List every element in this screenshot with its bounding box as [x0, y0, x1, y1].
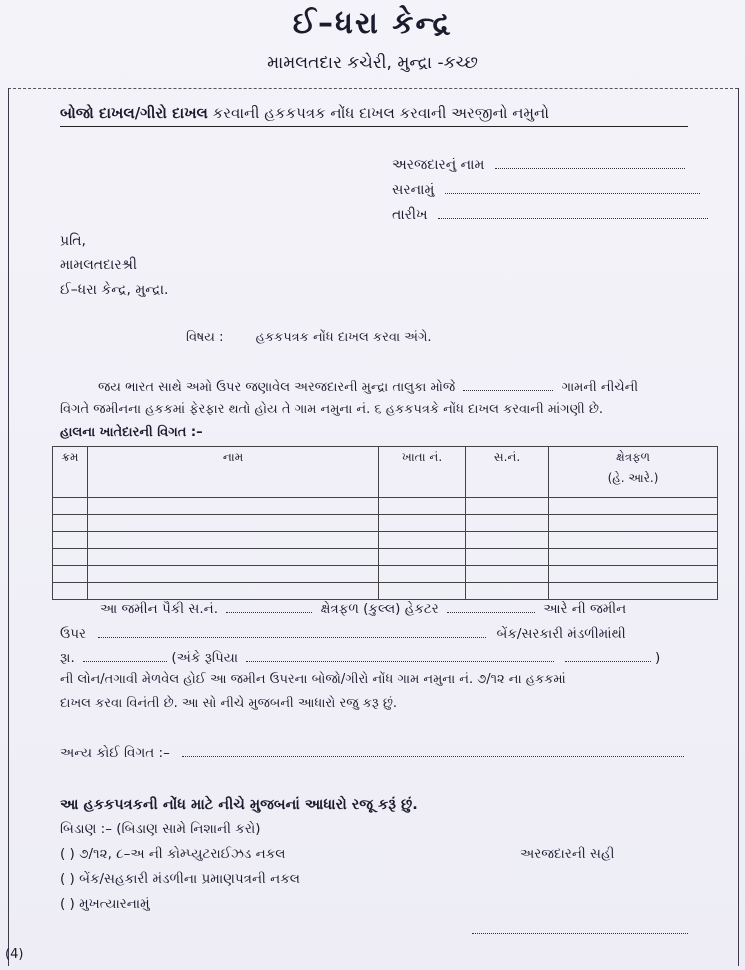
para2-line2: [60, 625, 626, 642]
applicant-name-blank[interactable]: [495, 156, 685, 169]
date-field[interactable]: [392, 206, 708, 223]
other-details-label: અન્ય કોઈ વિગત :–: [60, 745, 170, 761]
col-survey-no: સ.નં.: [466, 447, 549, 498]
para1-part1: જય ભારત સાથે અમો ઉપર જણાવેલ અરજદારની મુન્દ્રા તાલુકા મોજે: [98, 380, 456, 395]
table-row[interactable]: [53, 515, 718, 532]
col-serial: ક્રમ: [53, 447, 88, 498]
date-blank[interactable]: [438, 206, 708, 219]
address-line-1: પ્રતિ,: [60, 233, 86, 249]
form-heading-bold: બોજો દાખલ/ગીરો દાખલ: [60, 104, 208, 122]
village-blank[interactable]: [463, 378, 553, 391]
attachments-label: બિડાણ :– (બિડાણ સામે નિશાની કરો): [60, 821, 261, 837]
table-row[interactable]: [53, 583, 718, 600]
attachment-checkbox-poa[interactable]: ( ) મુખત્યારનામું: [60, 896, 150, 912]
date-label: તારીખ: [392, 207, 428, 223]
para2-l1c: આરે ની જમીન: [543, 601, 627, 617]
page-title: ઈ–ધરા કેન્દ્ર: [292, 6, 453, 41]
other-details-field[interactable]: [60, 744, 684, 761]
col-account-no: ખાતા નં.: [379, 447, 466, 498]
address-line-3: ઈ–ધરા કેન્દ્ર, મુન્દ્રા.: [60, 282, 169, 298]
documents-title: આ હકકપત્રકની નોંધ માટે નીચે મુજબનાં આધારો રજૂ કરૂં છું.: [60, 797, 418, 813]
para1-line2: વિગતે જમીનના હકકમાં ફેરફાર થતો હોય તે ગામ નમુના નં. ૬ હકકપત્રકે નોંધ દાખલ કરવાની માંગણી છે.: [60, 402, 604, 417]
col-area-unit: (હે. આરે.): [607, 471, 659, 485]
applicant-address-blank[interactable]: [445, 181, 700, 194]
form-heading: [60, 104, 549, 122]
table-row[interactable]: [53, 566, 718, 583]
survey-no-blank[interactable]: [226, 600, 312, 613]
para2-line5: દાખલ કરવા વિનંતી છે. આ સો નીચે મુજબની આધારો રજુ કરૂ છું.: [60, 696, 398, 711]
para2-line4: ની લોન/તગાવી મેળવેલ હોઈ આ જમીન ઉપરના બોજો/ગીરો નોંધ ગામ નમુના નં. ૭/૧૨ ના હકકમાં: [60, 672, 566, 687]
para2-l2b: બેંક/સરકારી મંડળીમાંથી: [496, 626, 626, 642]
col-name: નામ: [88, 447, 379, 498]
para2-line1: [100, 600, 626, 617]
table-header-row: [53, 447, 718, 498]
amount-words-blank-2[interactable]: [565, 649, 651, 662]
applicant-address-field[interactable]: [392, 181, 700, 198]
applicant-address-label: સરનામું: [392, 182, 435, 198]
col-area-label: ક્ષેત્રફળ: [615, 450, 651, 464]
heading-underline: [60, 126, 688, 127]
hectare-blank[interactable]: [447, 600, 535, 613]
subject-line: [186, 330, 432, 345]
subject-text: હકકપત્રક નોંધ દાખલ કરવા અંગે.: [255, 330, 432, 345]
table-row[interactable]: [53, 498, 718, 515]
col-area: [549, 447, 718, 498]
office-subtitle: મામલતદાર કચેરી, મુન્દ્રા -કચ્છ: [267, 53, 478, 73]
applicant-name-field[interactable]: [392, 156, 685, 173]
amount-blank[interactable]: [83, 649, 167, 662]
signature-label: અરજદારની સહી: [520, 846, 615, 862]
para2-l3b: (અંકે રૂપિયા: [171, 650, 239, 666]
table-row[interactable]: [53, 549, 718, 566]
applicant-name-label: અરજદારનું નામ: [392, 157, 485, 173]
attachment-checkbox-712[interactable]: ( ) ૭/૧૨, ૮–અ ની કોમ્પ્યુટરાઈઝડ નકલ: [60, 846, 286, 862]
other-details-blank[interactable]: [182, 744, 684, 757]
address-line-2: મામલતદારશ્રી: [60, 257, 137, 273]
bank-name-blank[interactable]: [98, 625, 486, 638]
para1-line1: [98, 378, 638, 395]
para2-l1b: ક્ષેત્રફળ (કુલ્લ) હેકટર: [320, 601, 439, 617]
amount-words-blank[interactable]: [246, 649, 554, 662]
holders-table: [52, 446, 718, 600]
para2-line3: [60, 649, 660, 666]
page-number: (4): [5, 947, 24, 962]
table-row[interactable]: [53, 532, 718, 549]
form-heading-rest: કરવાની હકકપત્રક નોંધ દાખલ કરવાની અરજીનો નમુનો: [207, 104, 549, 122]
signature-line[interactable]: [472, 933, 688, 934]
para2-l3c: ): [654, 650, 661, 666]
para2-l2a: ઉપર: [60, 626, 86, 642]
para2-l1a: આ જમીન પૈકી સ.નં.: [100, 601, 218, 617]
para1-part2: ગામની નીચેની: [561, 380, 639, 395]
attachment-checkbox-bank-cert[interactable]: ( ) બેંક/સહકારી મંડળીના પ્રમાણપત્રની નકલ: [60, 871, 300, 887]
para2-l3a: રૂા.: [60, 650, 75, 666]
holders-title: હાલના ખાતેદારની વિગત :–: [60, 425, 203, 440]
subject-label: વિષય :: [186, 330, 224, 345]
